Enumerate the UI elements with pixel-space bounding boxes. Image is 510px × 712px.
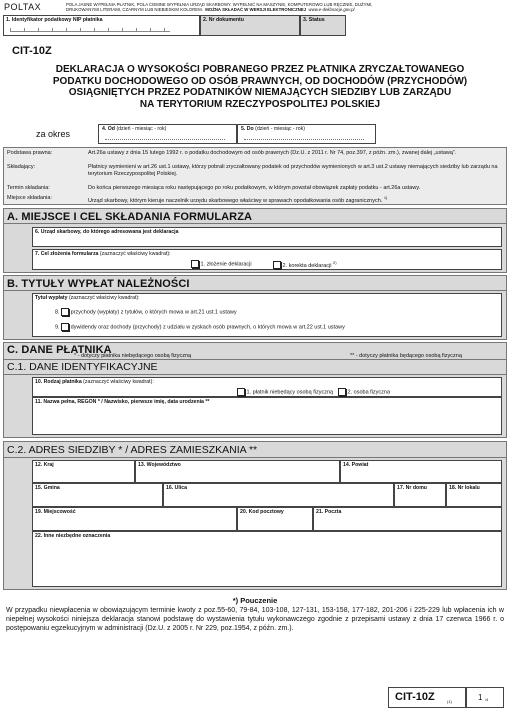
post-office-field[interactable]: 21. Poczta bbox=[313, 507, 502, 531]
correction-declaration-checkbox[interactable] bbox=[273, 261, 281, 269]
county-field[interactable]: 14. Powiat bbox=[340, 460, 502, 483]
payment-title-field: Tytuł wypłaty (zaznaczyć właściwy kwadrat): 8. przychody (wypłaty) z tytułów, o których mowa w art.21 ust.1 ustawy 9. dywidendy oraz dochody (przychody) z udziału w zyskach osób prawnych, o których mowa w art.22 ust.1 ustawy bbox=[32, 293, 502, 337]
legal-entity-checkbox[interactable] bbox=[237, 388, 245, 396]
postal-code-field[interactable]: 20. Kod pocztowy bbox=[237, 507, 313, 531]
pouczenie-text: W przypadku niewpłacenia w obowiązującym terminie kwoty z poz.55-60, 79-84, 103-108, 127-131, 153-158, 177-182, 201-206 i 225-229 lub wpłacenia ich w niepełnej wysokości niniejsza deklaracja stanowi podstawę do wystawienia tytułu wykonawczego zgodnie z przepisami ustawy z dnia 17 czerwca 1966 r. o postępowaniu egzekucyjnym w administracji (Dz.U. z 2005 r. Nr 229, poz.1954, z późn. zm.). bbox=[6, 607, 504, 633]
za-okres-label: za okres bbox=[36, 129, 71, 139]
nip-field[interactable]: 1. Identyfikator podatkowy NIP płatnika bbox=[3, 15, 200, 36]
section-a-body bbox=[3, 224, 507, 273]
form-code: CIT-10Z bbox=[12, 45, 52, 57]
header-instructions: POLA JASNE WYPEŁNIA PŁATNIK, POLA CIEMNE WYPEŁNIA URZĄD SKARBOWY. WYPEŁNIĆ NA MASZYNIE, KOMPUTEROWO LUB RĘCZNIE, DUŻYMI, DRUKOWANYMI LITERAMI, CZARNYM LUB NIEBIESKIM KOLOREM. MOŻNA SKŁADAĆ W WERSJI ELEKTRONICZNEJ www.e-deklaracje.gov.pl bbox=[66, 2, 373, 12]
street-field[interactable]: 16. Ulica bbox=[163, 483, 394, 507]
form-title: DEKLARACJA O WYSOKOŚCI POBRANEGO PRZEZ PŁATNIKA ZRYCZAŁTOWANEGO PODATKU DOCHODOWEGO OD OSÓB PRAWNYCH, OD DOCHODÓW (PRZYCHODÓW) OSIĄGNIĘTYCH PRZEZ PODATNIKÓW NIEMAJĄCYCH SIEDZIBY LUB ZARZĄDU NA TERYTORIUM RZECZYPOSPOLITEJ POLSKIEJ bbox=[52, 64, 468, 110]
art22-checkbox[interactable] bbox=[61, 323, 69, 331]
period-to-field[interactable]: 5. Do (dzień - miesiąc - rok) bbox=[237, 124, 376, 144]
section-c1-header: C.1. DANE IDENTYFIKACYJNE bbox=[3, 360, 507, 375]
submit-declaration-checkbox[interactable] bbox=[191, 260, 199, 268]
section-c-header: C. DANE PŁATNIKA * - dotyczy płatnika niebędącego osobą fizyczną ** - dotyczy płatnika będącego osobą fizyczną bbox=[3, 342, 507, 360]
status-field: 3. Status bbox=[300, 15, 346, 36]
payer-type-field: 10. Rodzaj płatnika (zaznaczyć właściwy kwadrat): 1. płatnik niebędący osobą fizyczną 2. osoba fizyczna bbox=[32, 377, 502, 397]
period-from-field[interactable]: 4. Od (dzień - miesiąc - rok) bbox=[98, 124, 237, 144]
country-field[interactable]: 12. Kraj bbox=[32, 460, 135, 483]
section-b-body bbox=[3, 291, 507, 340]
section-c1-body bbox=[3, 375, 507, 438]
legal-info-block: Podstawa prawna: Art.26a ustawy z dnia 15 lutego 1992 r. o podatku dochodowym od osób prawnych (Dz.U. z 2011 r. Nr 74, poz.397, z późn. zm.), zwanej dalej „ustawą”. Składający: Płatnicy wymienieni w art.26 ust.1 ustawy, którzy pobrali zryczałtowany podatek od przychodów wymienionych w art.3 ust.2 ustawy niemających siedziby lub zarządu na terytorium Rzeczypospolitej Polskiej. Termin składania: Do końca pierwszego miesiąca roku następującego po roku podatkowym, w którym powstał obowiązek zapłaty podatku - art.26a ustawy. Miejsce składania: Urząd skarbowy, którym kieruje naczelnik urzędu skarbowego właściwy w sprawach opodatkowania osób zagranicznych. $^{1)}$ bbox=[3, 147, 507, 205]
page-number-box: 1 /4 bbox=[466, 687, 504, 708]
nip-digit-ticks bbox=[10, 28, 170, 32]
document-number-field: 2. Nr dokumentu bbox=[200, 15, 300, 36]
section-a-header: A. MIEJSCE I CEL SKŁADANIA FORMULARZA bbox=[3, 208, 507, 224]
apartment-number-field[interactable]: 18. Nr lokalu bbox=[446, 483, 502, 507]
pouczenie-title: *) Pouczenie bbox=[232, 596, 278, 605]
section-c2-body bbox=[3, 458, 507, 590]
section-b-header: B. TYTUŁY WYPŁAT NALEŻNOŚCI bbox=[3, 275, 507, 291]
voivodeship-field[interactable]: 13. Województwo bbox=[135, 460, 340, 483]
art21-checkbox[interactable] bbox=[61, 308, 69, 316]
commune-field[interactable]: 15. Gmina bbox=[32, 483, 163, 507]
section-c2-header: C.2. ADRES SIEDZIBY * / ADRES ZAMIESZKANIA ** bbox=[3, 441, 507, 458]
purpose-field: 7. Cel złożenia formularza (zaznaczyć właściwy kwadrat): 1. złożenie deklaracji 2. korekta deklaracji $^{2)}$ bbox=[32, 249, 502, 270]
house-number-field[interactable]: 17. Nr domu bbox=[394, 483, 446, 507]
footer-form-code-box: CIT-10Z (1) bbox=[388, 687, 466, 708]
natural-person-checkbox[interactable] bbox=[338, 388, 346, 396]
tax-office-field[interactable]: 6. Urząd skarbowy, do którego adresowana jest deklaracja bbox=[32, 227, 502, 247]
poltax-logo: POLTAX bbox=[4, 2, 42, 12]
city-field[interactable]: 19. Miejscowość bbox=[32, 507, 237, 531]
payer-name-field[interactable]: 11. Nazwa pełna, REGON * / Nazwisko, pierwsze imię, data urodzenia ** bbox=[32, 397, 502, 435]
other-markings-field[interactable]: 22. Inne niezbędne oznaczenia bbox=[32, 531, 502, 587]
